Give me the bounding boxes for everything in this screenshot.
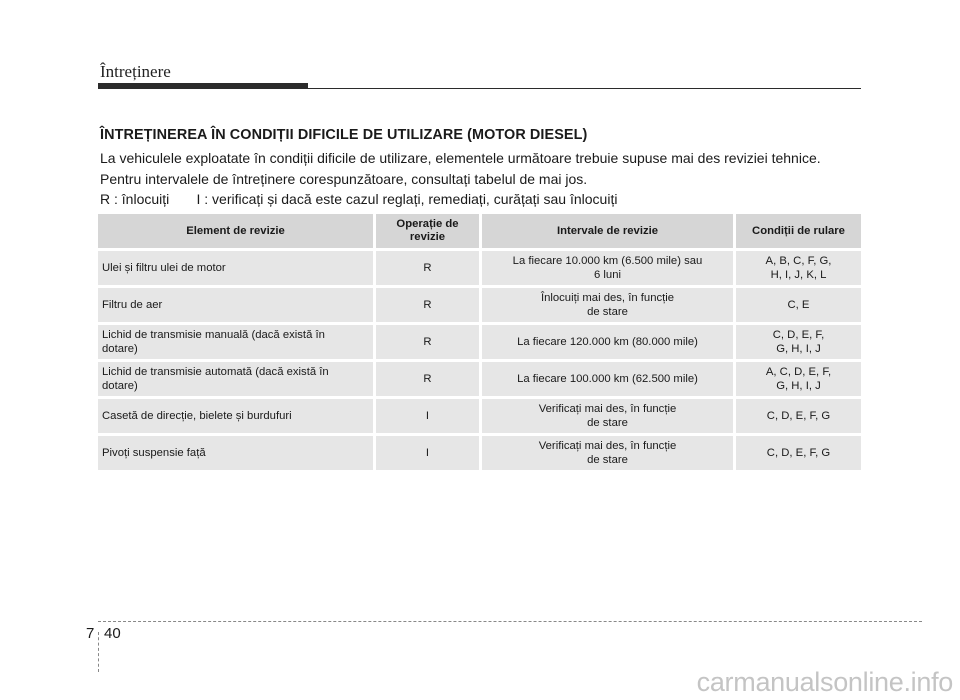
header-interval: Intervale de revizie — [482, 214, 736, 248]
table-row — [98, 248, 861, 285]
chapter-number: 7 — [86, 625, 95, 642]
table-row — [98, 322, 861, 359]
cell-conditions: A, C, D, E, F, G, H, I, J — [736, 359, 861, 396]
header-conditions: Condiții de rulare — [736, 214, 861, 248]
cell-operation: I — [376, 396, 482, 433]
page-number: 40 — [104, 625, 121, 642]
cell-interval: La fiecare 10.000 km (6.500 mile) sau 6 luni — [482, 248, 736, 285]
header-rule — [98, 88, 861, 89]
cell-item: Filtru de aer — [98, 285, 376, 322]
cell-interval: Verificați mai des, în funcție de stare — [482, 433, 736, 470]
intro-text-line-1: La vehiculele exploatate în condiții dificile de utilizare, elementele următoare trebuie supuse mai des reviziei tehnice. — [100, 150, 821, 166]
cell-item: Lichid de transmisie manuală (dacă există în dotare) — [98, 322, 376, 359]
footer-dashed-rule — [98, 621, 922, 622]
cell-conditions: C, E — [736, 285, 861, 322]
cell-interval: La fiecare 100.000 km (62.500 mile) — [482, 359, 736, 396]
section-heading: ÎNTREȚINEREA ÎN CONDIȚII DIFICILE DE UTILIZARE (MOTOR DIESEL) — [100, 127, 588, 143]
intro-text-line-2: Pentru intervalele de întreținere corespunzătoare, consultați tabelul de mai jos. — [100, 171, 588, 187]
header-element: Element de revizie — [98, 214, 376, 248]
cell-interval: Verificați mai des, în funcție de stare — [482, 396, 736, 433]
maintenance-table — [98, 214, 861, 470]
cell-operation: R — [376, 322, 482, 359]
cell-conditions: C, D, E, F, G — [736, 396, 861, 433]
cell-operation: R — [376, 248, 482, 285]
legend-text: R : înlocuiți I : verificați și dacă este cazul reglați, remediați, curățați sau înlocuiți — [100, 191, 618, 207]
table-header-row — [98, 214, 861, 248]
table-row — [98, 396, 861, 433]
cell-interval: Înlocuiți mai des, în funcție de stare — [482, 285, 736, 322]
cell-item: Ulei și filtru ulei de motor — [98, 248, 376, 285]
cell-conditions: A, B, C, F, G, H, I, J, K, L — [736, 248, 861, 285]
table-row — [98, 359, 861, 396]
cell-item: Lichid de transmisie automată (dacă există în dotare) — [98, 359, 376, 396]
table-row — [98, 433, 861, 470]
cell-operation: R — [376, 285, 482, 322]
cell-operation: R — [376, 359, 482, 396]
table-row — [98, 285, 861, 322]
cell-item: Casetă de direcție, bielete și burdufuri — [98, 396, 376, 433]
cell-interval: La fiecare 120.000 km (80.000 mile) — [482, 322, 736, 359]
footer-dashed-divider — [98, 632, 99, 672]
header-operation: Operație de revizie — [376, 214, 482, 248]
cell-conditions: C, D, E, F, G — [736, 433, 861, 470]
cell-operation: I — [376, 433, 482, 470]
page-header-title: Întreținere — [100, 62, 171, 81]
cell-item: Pivoți suspensie față — [98, 433, 376, 470]
watermark-text: carmanualsonline.info — [696, 667, 953, 697]
cell-conditions: C, D, E, F, G, H, I, J — [736, 322, 861, 359]
